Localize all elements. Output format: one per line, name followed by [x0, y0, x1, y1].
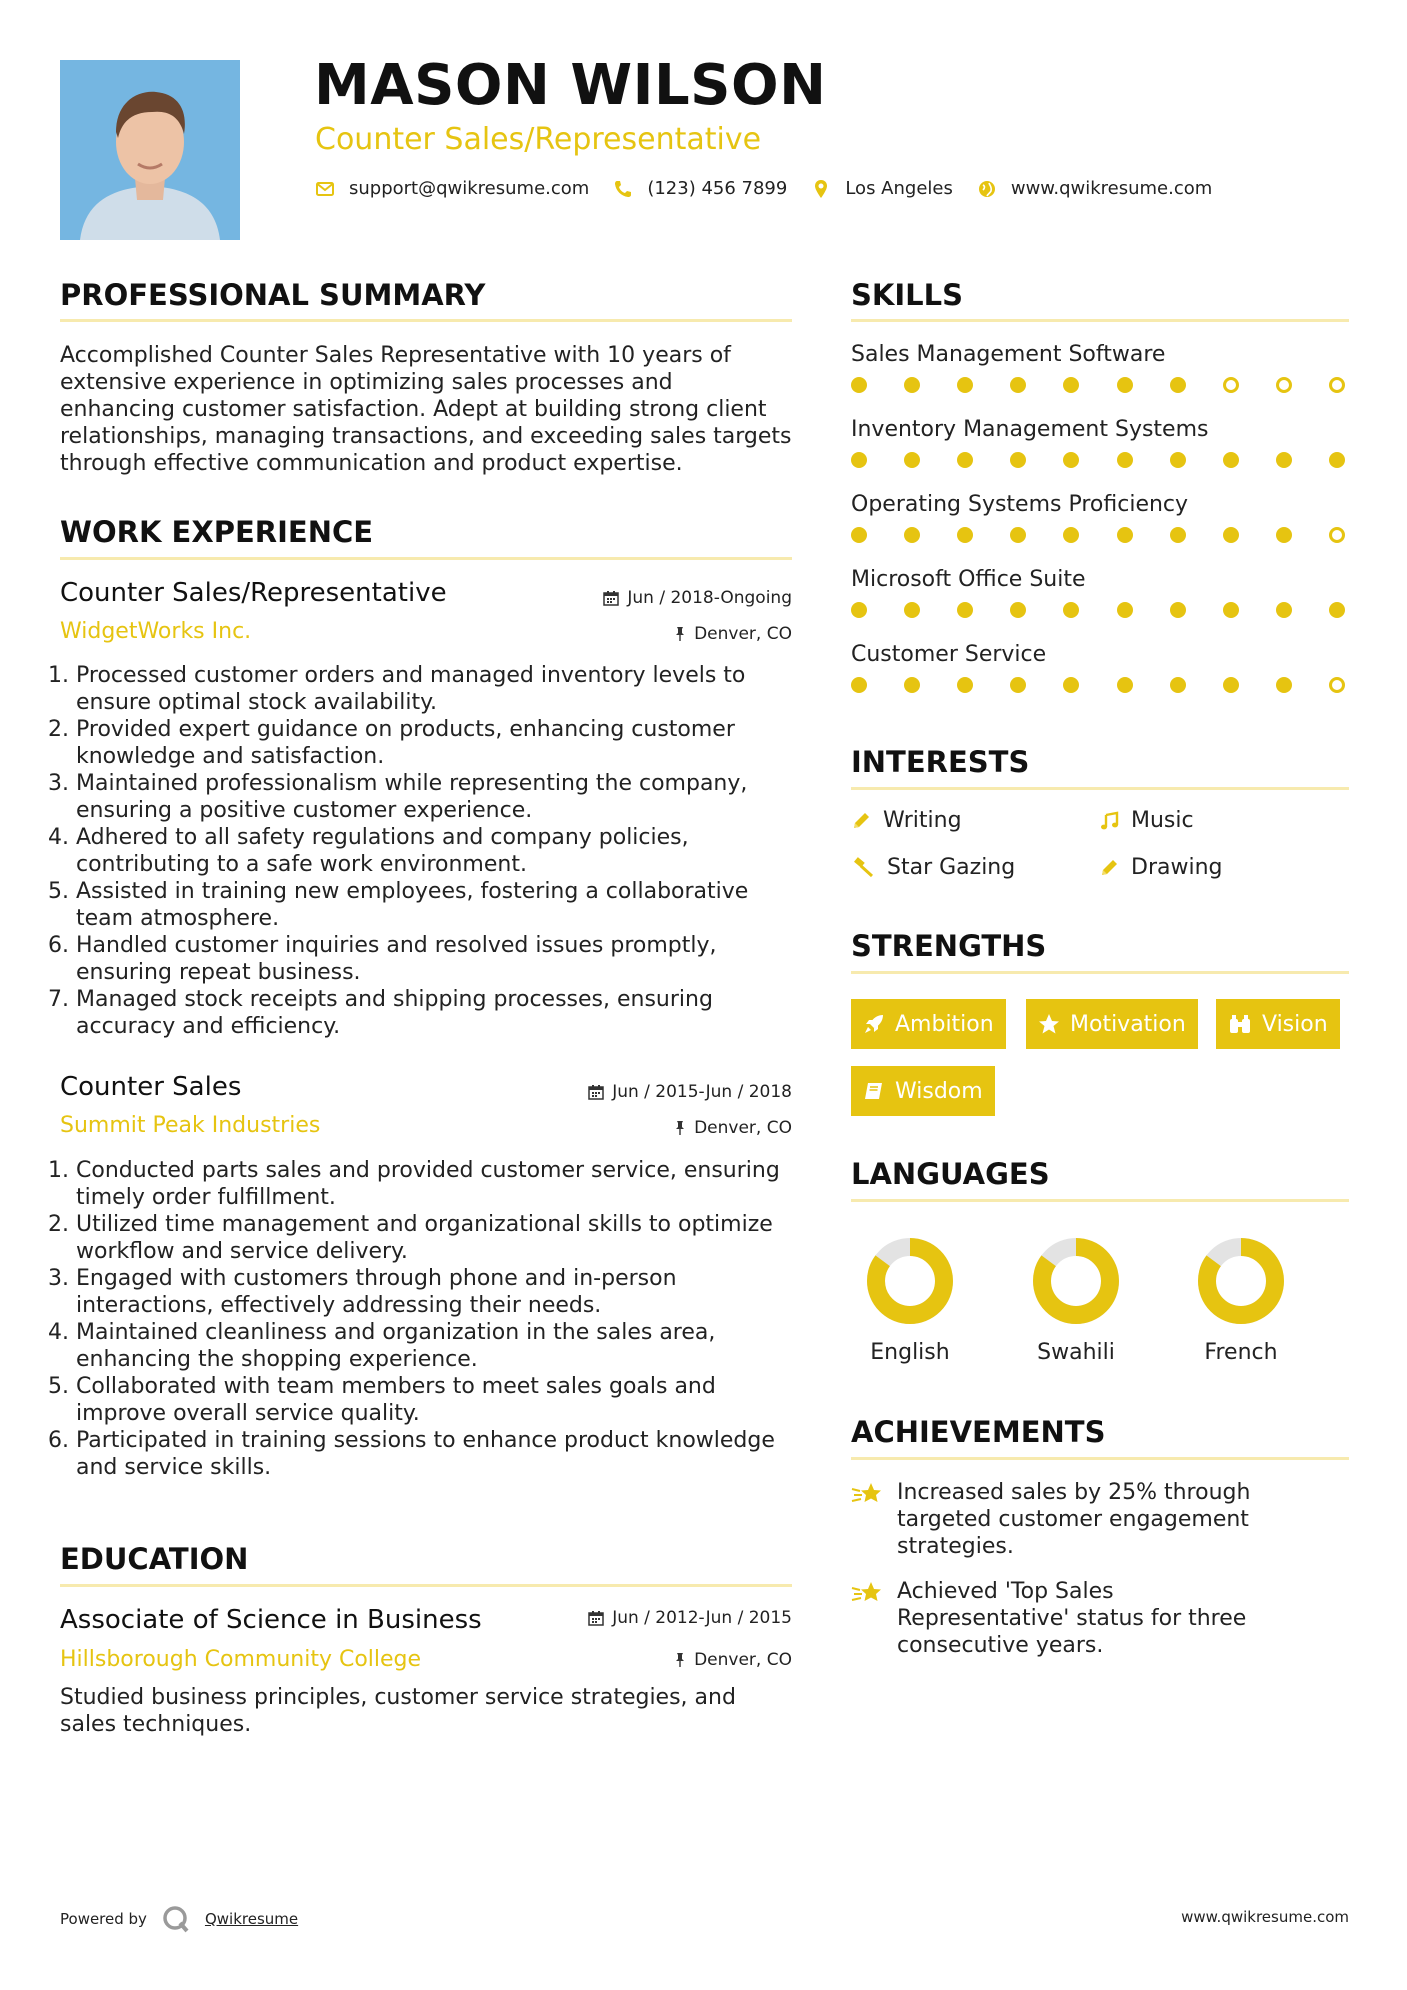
interest-item: [851, 808, 962, 833]
job-location-text: Denver, CO: [694, 1118, 792, 1138]
skill-rating: [851, 602, 1345, 618]
education-location: [480, 1650, 792, 1670]
binoculars-icon: [1228, 1013, 1252, 1035]
interests-heading: INTERESTS: [851, 745, 1030, 779]
skill-rating: [851, 452, 1345, 468]
rating-dot-filled: [957, 377, 973, 393]
list-item: 6. Handled customer inquiries and resolved issues promptly, ensuring repeat business.: [76, 932, 808, 986]
interest-label: Star Gazing: [887, 855, 1016, 880]
rating-dot-filled: [1170, 527, 1186, 543]
profile-photo: [60, 60, 240, 240]
strength-badge: [1216, 999, 1340, 1049]
strength-badge: [1026, 999, 1198, 1049]
rating-dot-filled: [1223, 677, 1239, 693]
education-dates: [480, 1608, 792, 1628]
rating-dot-filled: [1329, 602, 1345, 618]
section-divider: [60, 557, 792, 560]
company-name: WidgetWorks Inc.: [60, 619, 252, 644]
footer-url[interactable]: www.qwikresume.com: [1181, 1908, 1349, 1926]
shooting-star-icon: [851, 1580, 883, 1606]
gavel-icon: [851, 857, 875, 879]
pushpin-icon: [674, 626, 686, 642]
rating-dot-filled: [1117, 677, 1133, 693]
rating-dot-filled: [1117, 527, 1133, 543]
rating-dot-filled: [1063, 677, 1079, 693]
interest-item: [851, 855, 1015, 880]
rating-dot-filled: [1063, 602, 1079, 618]
skill-row: [851, 642, 1349, 717]
skill-name: Inventory Management Systems: [851, 417, 1209, 442]
skill-rating: [851, 677, 1345, 693]
interest-item: [1099, 855, 1222, 880]
rating-dot-filled: [851, 452, 867, 468]
candidate-name: MASON WILSON: [314, 53, 827, 118]
powered-by-label: Powered by: [60, 1910, 147, 1928]
strength-label: Ambition: [895, 1011, 994, 1037]
rating-dot-filled: [1223, 452, 1239, 468]
rating-dot-filled: [1010, 377, 1026, 393]
skill-name: Sales Management Software: [851, 342, 1166, 367]
rating-dot-filled: [1223, 602, 1239, 618]
section-divider: [851, 1457, 1349, 1460]
list-item: 2. Provided expert guidance on products, enhancing customer knowledge and satisfaction.: [76, 716, 808, 770]
education-location-text: Denver, CO: [694, 1650, 792, 1670]
rocket-icon: [863, 1013, 885, 1035]
list-item: 5. Collaborated with team members to meet sales goals and improve overall service quality.: [76, 1373, 808, 1427]
summary-heading: PROFESSIONAL SUMMARY: [60, 278, 486, 312]
job-dates: [480, 588, 792, 608]
rating-dot-filled: [957, 452, 973, 468]
phone-icon: [613, 179, 633, 199]
strength-badge: [851, 999, 1006, 1049]
achievement-text: Achieved 'Top Sales Representative' status for three consecutive years.: [897, 1579, 1247, 1658]
strength-label: Motivation: [1070, 1011, 1186, 1037]
rating-dot-filled: [1010, 527, 1026, 543]
education-heading: EDUCATION: [60, 1542, 249, 1576]
skills-list: [851, 342, 1349, 717]
rating-dot-filled: [1010, 677, 1026, 693]
list-item: 5. Assisted in training new employees, fostering a collaborative team atmosphere.: [76, 878, 808, 932]
rating-dot-filled: [957, 527, 973, 543]
language-name: Swahili: [1037, 1340, 1115, 1365]
rating-dot-filled: [904, 602, 920, 618]
person-portrait-icon: [60, 60, 240, 240]
qwikresume-link[interactable]: Qwikresume: [204, 1910, 299, 1928]
rating-dot-empty: [1329, 677, 1345, 693]
section-divider: [851, 1199, 1349, 1202]
education-dates-text: Jun / 2012-Jun / 2015: [612, 1608, 792, 1628]
section-divider: [851, 787, 1349, 790]
languages-heading: LANGUAGES: [851, 1157, 1050, 1191]
rating-dot-filled: [1276, 602, 1292, 618]
list-item: 7. Managed stock receipts and shipping processes, ensuring accuracy and efficiency.: [76, 986, 808, 1040]
interest-label: Writing: [883, 808, 962, 833]
footer-powered-by: [60, 1904, 298, 1934]
summary-text: Accomplished Counter Sales Representative with 10 years of extensive experience in optimizing sales processes and enhancing customer satisfaction. Adept at building strong client relationships, managing transactions, and exceeding sales targets through effective communication and product expertise.: [60, 343, 792, 476]
list-item: 4. Adhered to all safety regulations and company policies, contributing to a safe work environment.: [76, 824, 808, 878]
list-item: 3. Engaged with customers through phone and in-person interactions, effectively addressing their needs.: [76, 1265, 808, 1319]
pencil-icon: [851, 811, 871, 831]
rating-dot-filled: [1117, 452, 1133, 468]
skill-row: [851, 492, 1349, 567]
contact-email[interactable]: support@qwikresume.com: [349, 178, 590, 199]
rating-dot-filled: [1170, 377, 1186, 393]
rating-dot-empty: [1329, 527, 1345, 543]
rating-dot-filled: [851, 377, 867, 393]
rating-dot-filled: [1170, 602, 1186, 618]
job-duties-list: [58, 662, 808, 1040]
rating-dot-filled: [1010, 602, 1026, 618]
list-item: 1. Conducted parts sales and provided customer service, ensuring timely order fulfillment.: [76, 1157, 808, 1211]
rating-dot-filled: [851, 677, 867, 693]
music-note-icon: [1099, 811, 1119, 831]
achievement-item: [851, 1578, 1271, 1659]
language-item: [1186, 1236, 1296, 1365]
job-dates-text: Jun / 2015-Jun / 2018: [612, 1082, 792, 1102]
skills-heading: SKILLS: [851, 278, 963, 312]
list-item: 6. Participated in training sessions to enhance product knowledge and service skills.: [76, 1427, 808, 1481]
job-location: [480, 1118, 792, 1138]
section-divider: [60, 319, 792, 322]
language-name: French: [1204, 1340, 1278, 1365]
skill-row: [851, 342, 1349, 417]
rating-dot-filled: [957, 602, 973, 618]
education-description: Studied business principles, customer service strategies, and sales techniques.: [60, 1685, 736, 1737]
calendar-icon: [588, 1084, 604, 1100]
list-item: 4. Maintained cleanliness and organization in the sales area, enhancing the shopping experience.: [76, 1319, 808, 1373]
skill-row: [851, 567, 1349, 642]
list-item: 2. Utilized time management and organizational skills to optimize workflow and service delivery.: [76, 1211, 808, 1265]
interest-label: Drawing: [1131, 855, 1223, 880]
rating-dot-filled: [1063, 452, 1079, 468]
rating-dot-empty: [1329, 377, 1345, 393]
job-dates-text: Jun / 2018-Ongoing: [627, 588, 792, 608]
job-dates: [480, 1082, 792, 1102]
calendar-icon: [603, 590, 619, 606]
pencil-icon: [1099, 858, 1119, 878]
rating-dot-filled: [1063, 527, 1079, 543]
contact-website[interactable]: www.qwikresume.com: [1010, 178, 1213, 199]
achievement-text: Increased sales by 25% through targeted customer engagement strategies.: [897, 1480, 1251, 1559]
degree-title: Associate of Science in Business: [60, 1605, 482, 1635]
strength-label: Wisdom: [895, 1078, 983, 1104]
section-divider: [60, 1584, 792, 1587]
contact-phone[interactable]: (123) 456 7899: [647, 178, 788, 199]
envelope-icon: [315, 179, 335, 199]
job-location: [480, 624, 792, 644]
list-item: 3. Maintained professionalism while representing the company, ensuring a positive customer experience.: [76, 770, 808, 824]
skill-name: Customer Service: [851, 642, 1047, 667]
skill-row: [851, 417, 1349, 492]
calendar-icon: [588, 1610, 604, 1626]
pushpin-icon: [674, 1652, 686, 1668]
rating-dot-filled: [1223, 527, 1239, 543]
language-proficiency-ring: [865, 1236, 955, 1326]
rating-dot-filled: [1010, 452, 1026, 468]
strength-label: Vision: [1262, 1011, 1328, 1037]
candidate-title: Counter Sales/Representative: [315, 122, 762, 157]
rating-dot-filled: [904, 377, 920, 393]
strength-badge: [851, 1066, 995, 1116]
skill-rating: [851, 527, 1345, 543]
rating-dot-filled: [851, 527, 867, 543]
school-name: Hillsborough Community College: [60, 1647, 422, 1672]
rating-dot-filled: [1170, 677, 1186, 693]
company-name: Summit Peak Industries: [60, 1113, 321, 1138]
job-title: Counter Sales/Representative: [60, 578, 447, 608]
language-item: [1021, 1236, 1131, 1365]
rating-dot-filled: [1276, 527, 1292, 543]
language-proficiency-ring: [1196, 1236, 1286, 1326]
language-item: [855, 1236, 965, 1365]
skill-name: Microsoft Office Suite: [851, 567, 1086, 592]
section-divider: [851, 971, 1349, 974]
interest-item: [1099, 808, 1194, 833]
job-location-text: Denver, CO: [694, 624, 792, 644]
star-icon: [1038, 1013, 1060, 1035]
rating-dot-filled: [904, 527, 920, 543]
pushpin-icon: [674, 1120, 686, 1136]
contact-location: Los Angeles: [845, 178, 953, 199]
experience-heading: WORK EXPERIENCE: [60, 515, 374, 549]
rating-dot-filled: [1117, 377, 1133, 393]
list-item: 1. Processed customer orders and managed inventory levels to ensure optimal stock availability.: [76, 662, 808, 716]
map-pin-icon: [811, 179, 831, 199]
rating-dot-filled: [851, 602, 867, 618]
rating-dot-filled: [957, 677, 973, 693]
rating-dot-empty: [1276, 377, 1292, 393]
language-name: English: [870, 1340, 950, 1365]
skill-name: Operating Systems Proficiency: [851, 492, 1189, 517]
skill-rating: [851, 377, 1345, 393]
rating-dot-filled: [1063, 377, 1079, 393]
rating-dot-filled: [1276, 677, 1292, 693]
globe-icon: [977, 179, 997, 199]
strengths-heading: STRENGTHS: [851, 929, 1047, 963]
achievements-heading: ACHIEVEMENTS: [851, 1415, 1106, 1449]
qwikresume-logo-icon: [161, 1904, 191, 1934]
language-proficiency-ring: [1031, 1236, 1121, 1326]
rating-dot-empty: [1223, 377, 1239, 393]
contact-bar: [315, 178, 1236, 199]
job-duties-list: [58, 1157, 808, 1481]
section-divider: [851, 319, 1349, 322]
rating-dot-filled: [1329, 452, 1345, 468]
rating-dot-filled: [904, 452, 920, 468]
job-title: Counter Sales: [60, 1072, 242, 1102]
rating-dot-filled: [1170, 452, 1186, 468]
achievement-item: [851, 1479, 1271, 1560]
rating-dot-filled: [1117, 602, 1133, 618]
interest-label: Music: [1131, 808, 1194, 833]
rating-dot-filled: [1276, 452, 1292, 468]
shooting-star-icon: [851, 1481, 883, 1507]
book-icon: [863, 1080, 885, 1102]
rating-dot-filled: [904, 677, 920, 693]
